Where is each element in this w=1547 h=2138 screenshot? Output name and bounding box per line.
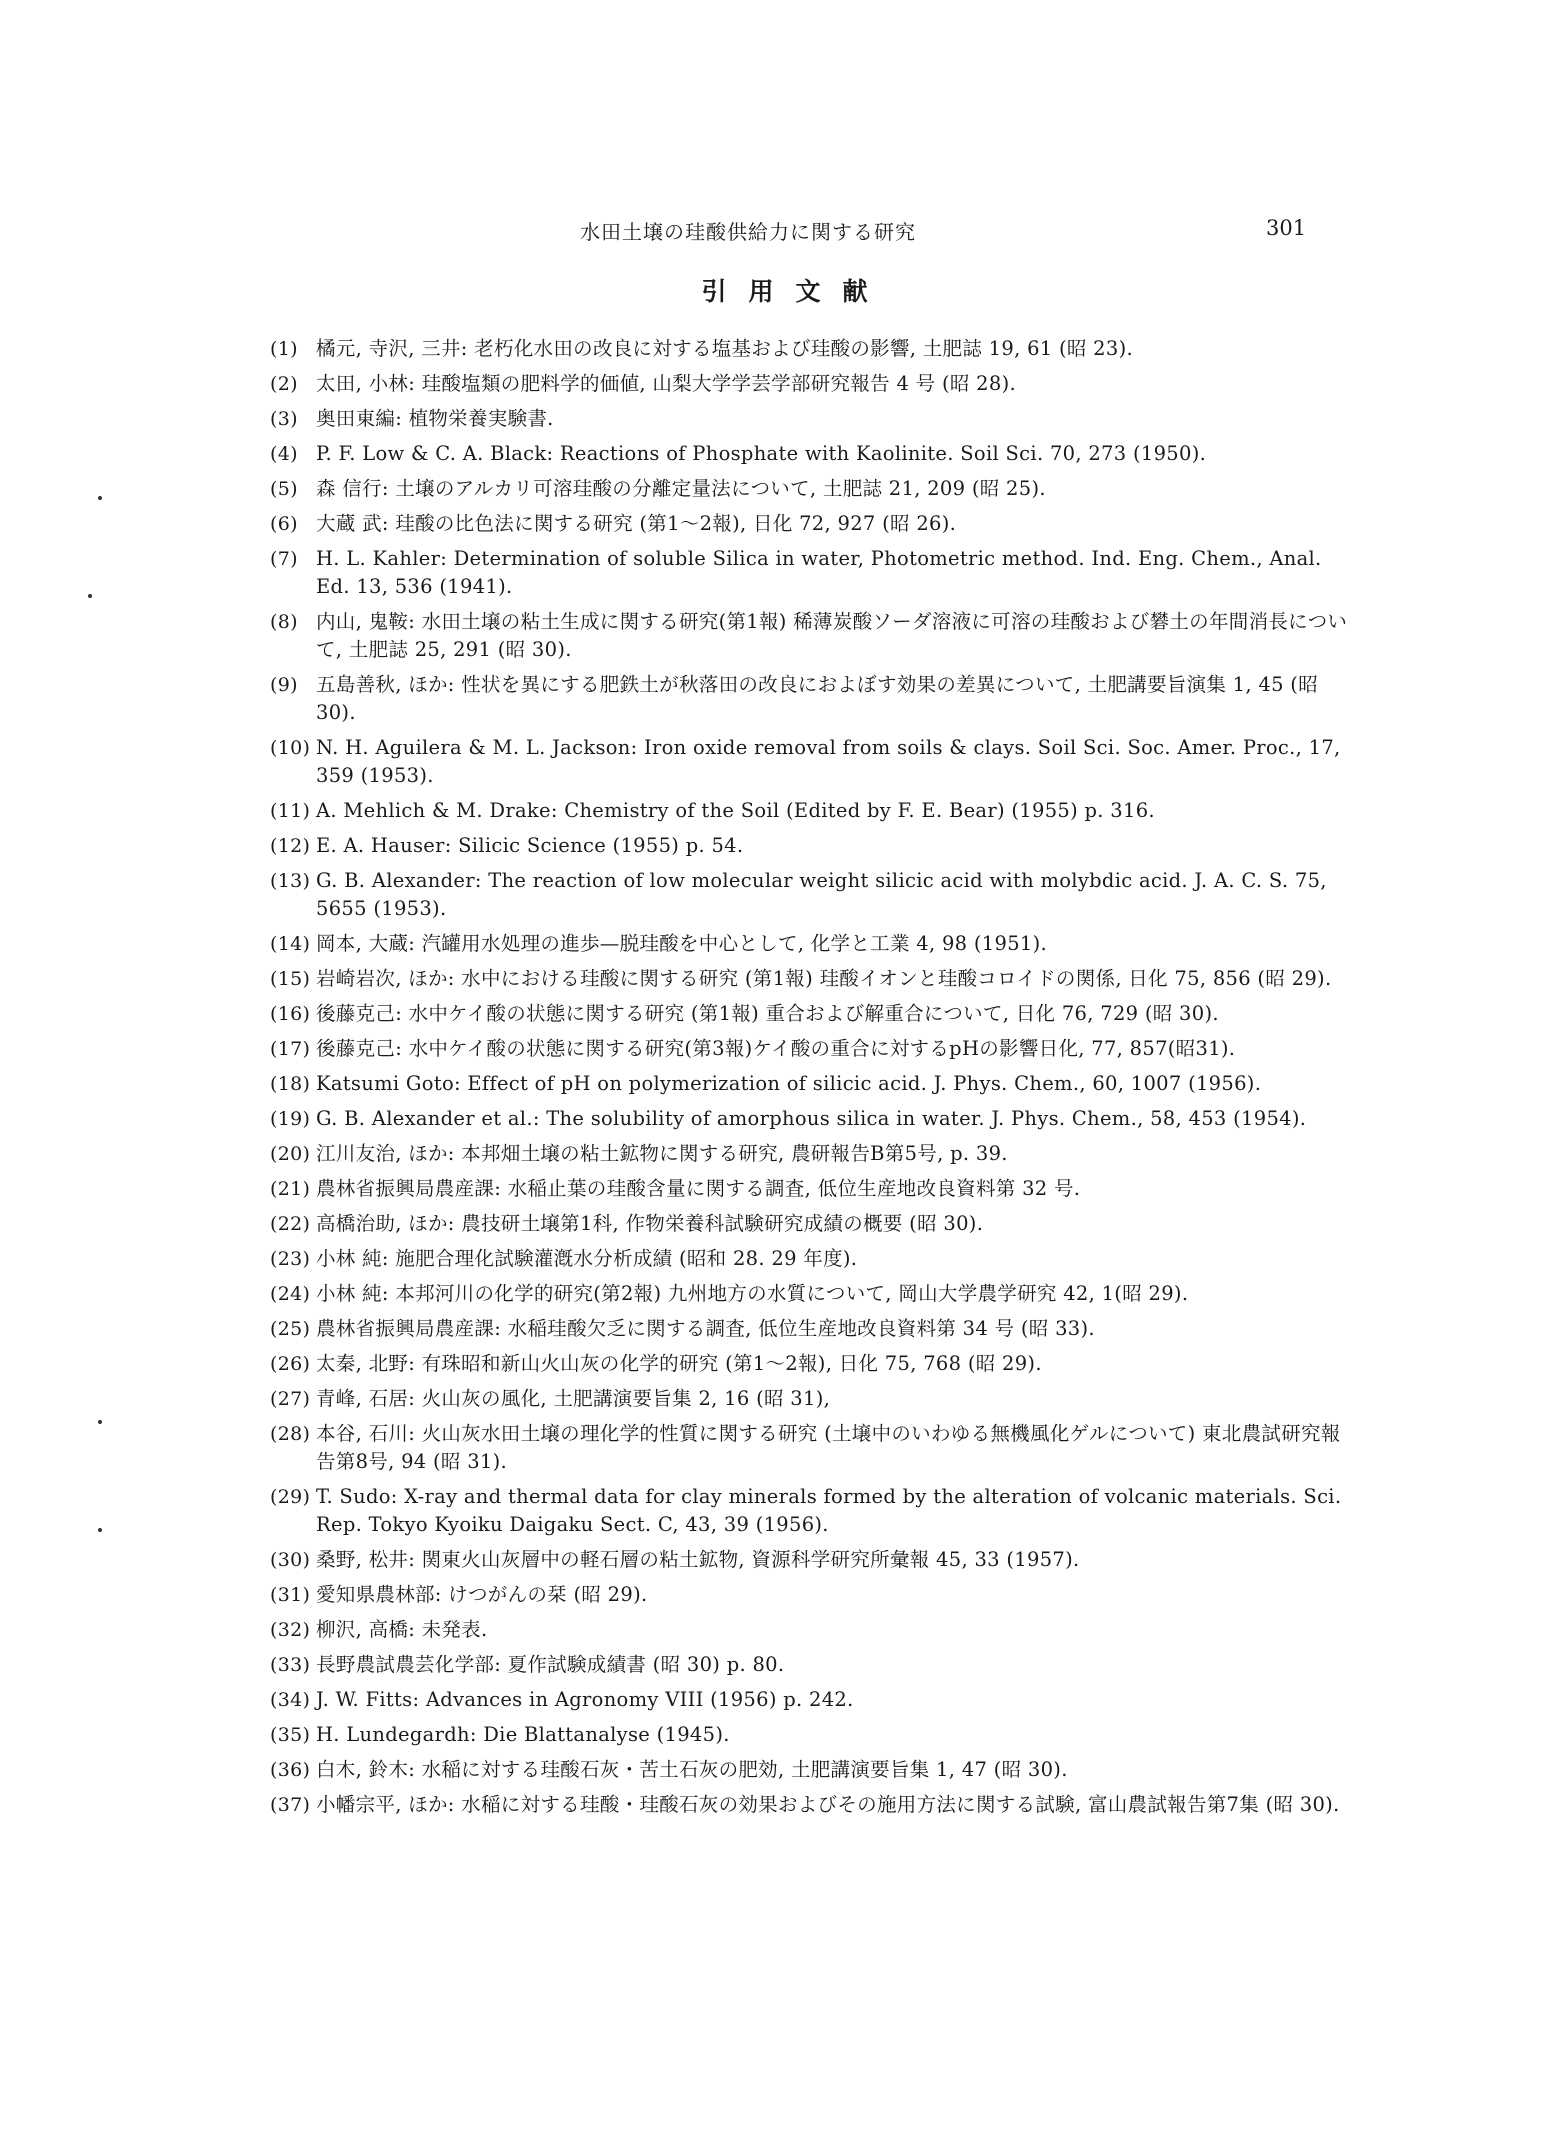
reference-item [270, 1280, 1360, 1308]
reference-text: 長野農試農芸化学部: 夏作試験成績書 (昭 30) p. 80. [316, 1653, 785, 1676]
reference-text: H. L. Kahler: Determination of soluble Silica in water, Photometric method. Ind. Eng. Chem., Anal. Ed. 13, 536 (1941). [316, 547, 1322, 598]
reference-number: (37) [270, 1794, 311, 1816]
reference-text: 本谷, 石川: 火山灰水田土壌の理化学的性質に関する研究 (土壌中のいわゆる無機風化ゲルについて) 東北農試研究報告第8号, 94 (昭 31). [316, 1422, 1341, 1473]
reference-text: 桑野, 松井: 関東火山灰層中の軽石層の粘土鉱物, 資源科学研究所彙報 45, 33 (1957). [316, 1548, 1080, 1571]
reference-item [270, 930, 1360, 958]
reference-text: 農林省振興局農産課: 水稲止葉の珪酸含量に関する調査, 低位生産地改良資料第 32 号. [316, 1177, 1081, 1200]
reference-text: T. Sudo: X-ray and thermal data for clay minerals formed by the alteration of volcanic materials. Sci. Rep. Tokyo Kyoiku Daigaku Sect. C, 43, 39 (1956). [316, 1485, 1342, 1536]
section-title: 引用文献 [701, 277, 890, 306]
reference-item [270, 1245, 1360, 1273]
scan-speck [88, 594, 92, 598]
reference-list [270, 335, 1360, 1826]
reference-text: 岡本, 大蔵: 汽罐用水処理の進歩—脱珪酸を中心として, 化学と工業 4, 98 (1951). [316, 932, 1048, 955]
reference-number: (16) [270, 1003, 311, 1025]
reference-text: H. Lundegardh: Die Blattanalyse (1945). [316, 1723, 730, 1746]
reference-text: 青峰, 石居: 火山灰の風化, 土肥講演要旨集 2, 16 (昭 31), [316, 1387, 831, 1410]
reference-text: 江川友治, ほか: 本邦畑土壌の粘土鉱物に関する研究, 農研報告B第5号, p. 39. [316, 1142, 1008, 1165]
scan-speck [98, 1420, 102, 1424]
reference-text: Katsumi Goto: Effect of pH on polymerization of silicic acid. J. Phys. Chem., 60, 1007 (1956). [316, 1072, 1262, 1095]
reference-item [270, 797, 1360, 825]
reference-text: 太田, 小林: 珪酸塩類の肥料学的価値, 山梨大学学芸学部研究報告 4 号 (昭 28). [316, 372, 1016, 395]
reference-text: 小林 純: 施肥合理化試験灌漑水分析成績 (昭和 28. 29 年度). [316, 1247, 858, 1270]
reference-item [270, 440, 1360, 468]
reference-number: (18) [270, 1073, 311, 1095]
reference-text: 白木, 鈴木: 水稲に対する珪酸石灰・苦土石灰の肥効, 土肥講演要旨集 1, 47 (昭 30). [316, 1758, 1068, 1781]
reference-text: 森 信行: 土壌のアルカリ可溶珪酸の分離定量法について, 土肥誌 21, 209 (昭 25). [316, 477, 1046, 500]
reference-item [270, 1035, 1360, 1063]
reference-item [270, 1616, 1360, 1644]
reference-number: (21) [270, 1178, 311, 1200]
reference-item [270, 475, 1360, 503]
reference-text: P. F. Low & C. A. Black: Reactions of Phosphate with Kaolinite. Soil Sci. 70, 273 (1950). [316, 442, 1207, 465]
scan-speck [98, 496, 102, 500]
reference-item [270, 1721, 1360, 1749]
reference-text: 五島善秋, ほか: 性状を異にする肥鉄土が秋落田の改良におよぼす効果の差異について, 土肥講要旨演集 1, 45 (昭 30). [316, 673, 1318, 724]
reference-number: (5) [270, 478, 298, 500]
reference-item [270, 1385, 1360, 1413]
reference-text: 後藤克己: 水中ケイ酸の状態に関する研究(第3報)ケイ酸の重合に対するpHの影響日化, 77, 857(昭31). [316, 1037, 1236, 1060]
reference-number: (29) [270, 1486, 311, 1508]
reference-text: 後藤克己: 水中ケイ酸の状態に関する研究 (第1報) 重合および解重合について, 日化 76, 729 (昭 30). [316, 1002, 1219, 1025]
reference-number: (26) [270, 1353, 311, 1375]
reference-item [270, 1210, 1360, 1238]
scan-speck [98, 1528, 102, 1532]
reference-text: 岩崎岩次, ほか: 水中における珪酸に関する研究 (第1報) 珪酸イオンと珪酸コロイドの関係, 日化 75, 856 (昭 29). [316, 967, 1332, 990]
reference-text: 小林 純: 本邦河川の化学的研究(第2報) 九州地方の水質について, 岡山大学農学研究 42, 1(昭 29). [316, 1282, 1189, 1305]
reference-number: (17) [270, 1038, 311, 1060]
reference-item [270, 1483, 1360, 1539]
reference-number: (23) [270, 1248, 311, 1270]
reference-item [270, 1791, 1360, 1819]
reference-text: G. B. Alexander et al.: The solubility of amorphous silica in water. J. Phys. Chem., 58, 453 (1954). [316, 1107, 1307, 1130]
reference-number: (9) [270, 674, 298, 696]
reference-item [270, 335, 1360, 363]
reference-number: (19) [270, 1108, 311, 1130]
reference-number: (32) [270, 1619, 311, 1641]
reference-item [270, 965, 1360, 993]
reference-text: 橘元, 寺沢, 三井: 老朽化水田の改良に対する塩基および珪酸の影響, 土肥誌 19, 61 (昭 23). [316, 337, 1134, 360]
reference-text: 高橋治助, ほか: 農技研土壌第1科, 作物栄養科試験研究成績の概要 (昭 30). [316, 1212, 984, 1235]
reference-number: (7) [270, 548, 298, 570]
reference-text: A. Mehlich & M. Drake: Chemistry of the Soil (Edited by F. E. Bear) (1955) p. 316. [316, 799, 1155, 822]
reference-item [270, 1315, 1360, 1343]
reference-number: (8) [270, 611, 298, 633]
reference-item [270, 1105, 1360, 1133]
reference-number: (27) [270, 1388, 311, 1410]
reference-text: N. H. Aguilera & M. L. Jackson: Iron oxide removal from soils & clays. Soil Sci. Soc. Amer. Proc., 17, 359 (1953). [316, 736, 1341, 787]
reference-item [270, 1651, 1360, 1679]
reference-number: (35) [270, 1724, 311, 1746]
reference-item [270, 1546, 1360, 1574]
reference-item [270, 1581, 1360, 1609]
reference-number: (2) [270, 373, 298, 395]
reference-number: (30) [270, 1549, 311, 1571]
reference-number: (28) [270, 1423, 311, 1445]
reference-item [270, 608, 1360, 664]
reference-text: E. A. Hauser: Silicic Science (1955) p. 54. [316, 834, 744, 857]
reference-number: (3) [270, 408, 298, 430]
page-number: 301 [1266, 216, 1307, 240]
reference-text: 奥田東編: 植物栄養実験書. [316, 407, 554, 430]
reference-text: J. W. Fitts: Advances in Agronomy VIII (1956) p. 242. [316, 1688, 854, 1711]
reference-text: 愛知県農林部: けつがんの栞 (昭 29). [316, 1583, 648, 1606]
reference-text: 農林省振興局農産課: 水稲珪酸欠乏に関する調査, 低位生産地改良資料第 34 号 (昭 33). [316, 1317, 1095, 1340]
reference-item [270, 1756, 1360, 1784]
reference-item [270, 405, 1360, 433]
reference-number: (36) [270, 1759, 311, 1781]
reference-item [270, 671, 1360, 727]
reference-item [270, 1420, 1360, 1476]
reference-item [270, 1686, 1360, 1714]
reference-item [270, 734, 1360, 790]
reference-number: (10) [270, 737, 311, 759]
reference-text: 内山, 鬼鞍: 水田土壌の粘土生成に関する研究(第1報) 稀薄炭酸ソーダ溶液に可溶の珪酸および礬土の年間消長について, 土肥誌 25, 291 (昭 30). [316, 610, 1348, 661]
reference-item [270, 1350, 1360, 1378]
reference-number: (33) [270, 1654, 311, 1676]
reference-number: (12) [270, 835, 311, 857]
reference-number: (4) [270, 443, 298, 465]
reference-number: (20) [270, 1143, 311, 1165]
reference-item [270, 1000, 1360, 1028]
reference-item [270, 867, 1360, 923]
reference-text: 柳沢, 高橋: 未発表. [316, 1618, 488, 1641]
reference-text: 大蔵 武: 珪酸の比色法に関する研究 (第1～2報), 日化 72, 927 (昭 26). [316, 512, 957, 535]
reference-number: (22) [270, 1213, 311, 1235]
reference-item [270, 1070, 1360, 1098]
reference-number: (13) [270, 870, 311, 892]
reference-item [270, 1140, 1360, 1168]
reference-text: 小幡宗平, ほか: 水稲に対する珪酸・珪酸石灰の効果およびその施用方法に関する試験, 富山農試報告第7集 (昭 30). [316, 1793, 1340, 1816]
reference-text: 太秦, 北野: 有珠昭和新山火山灰の化学的研究 (第1～2報), 日化 75, 768 (昭 29). [316, 1352, 1042, 1375]
reference-number: (24) [270, 1283, 311, 1305]
reference-item [270, 545, 1360, 601]
reference-number: (15) [270, 968, 311, 990]
reference-number: (25) [270, 1318, 311, 1340]
running-title: 水田土壌の珪酸供給力に関する研究 [580, 220, 916, 244]
reference-text: G. B. Alexander: The reaction of low molecular weight silicic acid with molybdic acid. J. A. C. S. 75, 5655 (1953). [316, 869, 1327, 920]
reference-item [270, 832, 1360, 860]
reference-item [270, 510, 1360, 538]
reference-item [270, 370, 1360, 398]
reference-number: (6) [270, 513, 298, 535]
reference-item [270, 1175, 1360, 1203]
reference-number: (14) [270, 933, 311, 955]
reference-number: (34) [270, 1689, 311, 1711]
reference-number: (31) [270, 1584, 311, 1606]
reference-number: (1) [270, 338, 298, 360]
reference-number: (11) [270, 800, 311, 822]
